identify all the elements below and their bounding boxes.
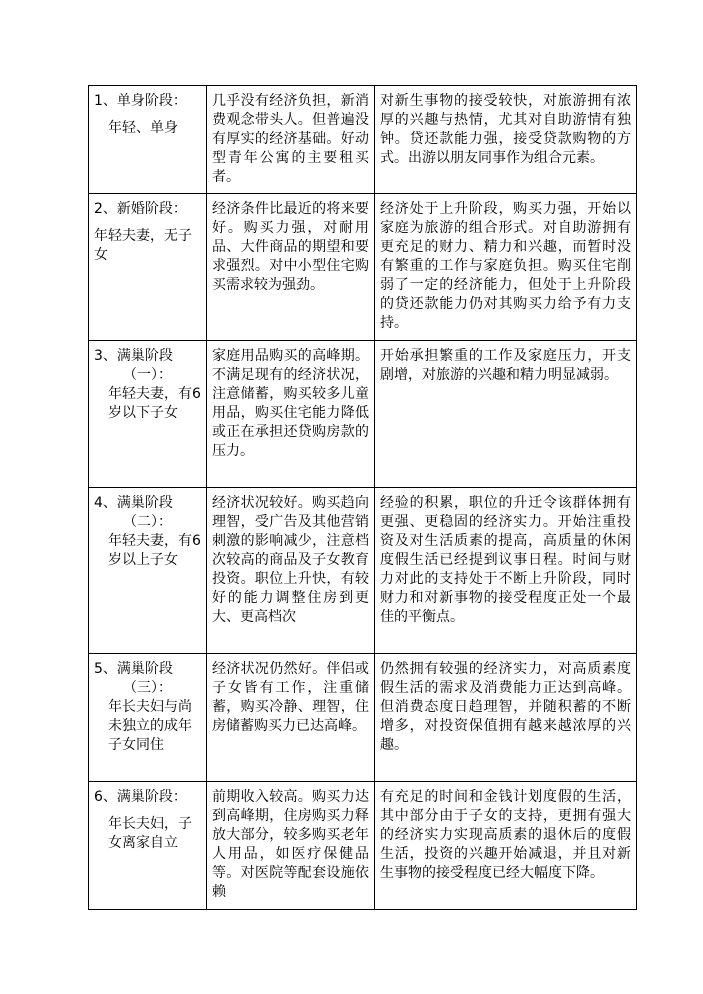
stage-cell: [89, 341, 207, 488]
stage-description: 年轻夫妻，无子女: [94, 228, 192, 263]
stage-name: 5、满巢阶段: [94, 661, 173, 677]
table-row: [89, 488, 637, 654]
economy-cell: 几乎没有经济负担，新消费观念带头人。但普遍没有厚实的经济基础。好动型青年公寓的主要租买者。: [207, 86, 375, 194]
economy-cell: 家庭用品购买的高峰期。不满足现有的经济状况，注意储蓄，购买较多儿童用品，购买住宅能力降低或正在承担还贷购房款的压力。: [207, 341, 375, 488]
economy-cell: 经济条件比最近的将来要好。购买力强，对耐用品、大件商品的期望和要求强烈。对中小型住宅购买需求较为强劲。: [207, 194, 375, 341]
travel-cell: 对新生事物的接受较快，对旅游拥有浓厚的兴趣与热情，尤其对自助游情有独钟。贷还款能力强，接受贷款购物的方式。出游以朋友同事作为组合元素。: [375, 86, 637, 194]
stage-cell: [89, 782, 207, 910]
table-row: [89, 194, 637, 341]
travel-cell: 有充足的时间和金钱计划度假的生活，其中部分由于子女的支持，更拥有强大的经济实力实现高质素的退休后的度假生活，投资的兴趣开始减退，并且对新生事物的接受程度已经大幅度下降。: [375, 782, 637, 910]
travel-cell: 开始承担繁重的工作及家庭压力，开支剧增，对旅游的兴趣和精力明显减弱。: [375, 341, 637, 488]
travel-cell: 仍然拥有较强的经济实力，对高质素度假生活的需求及消费能力正达到高峰。但消费态度日趋理智，并随积蓄的不断增多，对投资保值拥有越来越浓厚的兴趣。: [375, 654, 637, 782]
stage-name: 2、新婚阶段：: [94, 201, 187, 217]
table-row: [89, 782, 637, 910]
travel-cell: 经验的积累，职位的升迁令该群体拥有更强、更稳固的经济实力。开始注重投资及对生活质素的提高，高质量的休闲度假生活已经提到议事日程。时间与财力对此的支持处于不断上升阶段，同时财力和对新事物的接受程度正处一个最佳的平衡点。: [375, 488, 637, 654]
stage-description: 年长夫妇与尚未独立的成年子女同住: [108, 699, 192, 753]
stage-cell: [89, 488, 207, 654]
stage-cell: [89, 654, 207, 782]
stage-subtitle: （二）：: [123, 514, 172, 530]
stage-description: 年轻夫妻，有6岁以下子女: [108, 386, 201, 421]
economy-cell: 前期收入较高。购买力达到高峰期，住房购买力释放大部分，较多购买老年人用品，如医疗保健品等。对医院等配套设施依赖: [207, 782, 375, 910]
stage-description: 年轻、单身: [108, 120, 178, 136]
stage-subtitle: （三）：: [123, 680, 172, 696]
stage-cell: [89, 86, 207, 194]
stage-name: 3、满巢阶段: [94, 348, 173, 364]
table-row: [89, 654, 637, 782]
table-row: [89, 86, 637, 194]
economy-cell: 经济状况仍然好。伴侣或子女皆有工作，注重储蓄，购买冷静、理智，住房储蓄购买力已达高峰。: [207, 654, 375, 782]
stage-subtitle: （一）：: [123, 367, 172, 383]
stage-cell: [89, 194, 207, 341]
family-lifecycle-table: [88, 85, 637, 910]
stage-name: 6、满巢阶段：: [94, 789, 187, 805]
stage-name: 1、单身阶段：: [94, 93, 187, 109]
stage-name: 4、满巢阶段: [94, 495, 173, 511]
stage-description: 年轻夫妻，有6岁以上子女: [108, 533, 201, 568]
travel-cell: 经济处于上升阶段，购买力强，开始以家庭为旅游的组合形式。对自助游拥有更充足的财力、精力和兴趣，而暂时没有繁重的工作与家庭负担。购买住宅削弱了一定的经济能力，但处于上升阶段的贷还款能力仍对其购买力给予有力支持。: [375, 194, 637, 341]
economy-cell: 经济状况较好。购买趋向理智，受广告及其他营销刺激的影响减少，注意档次较高的商品及子女教育投资。职位上升快，有较好的能力调整住房到更大、更高档次: [207, 488, 375, 654]
stage-description: 年长夫妇，子女离家自立: [108, 816, 192, 851]
table-row: [89, 341, 637, 488]
